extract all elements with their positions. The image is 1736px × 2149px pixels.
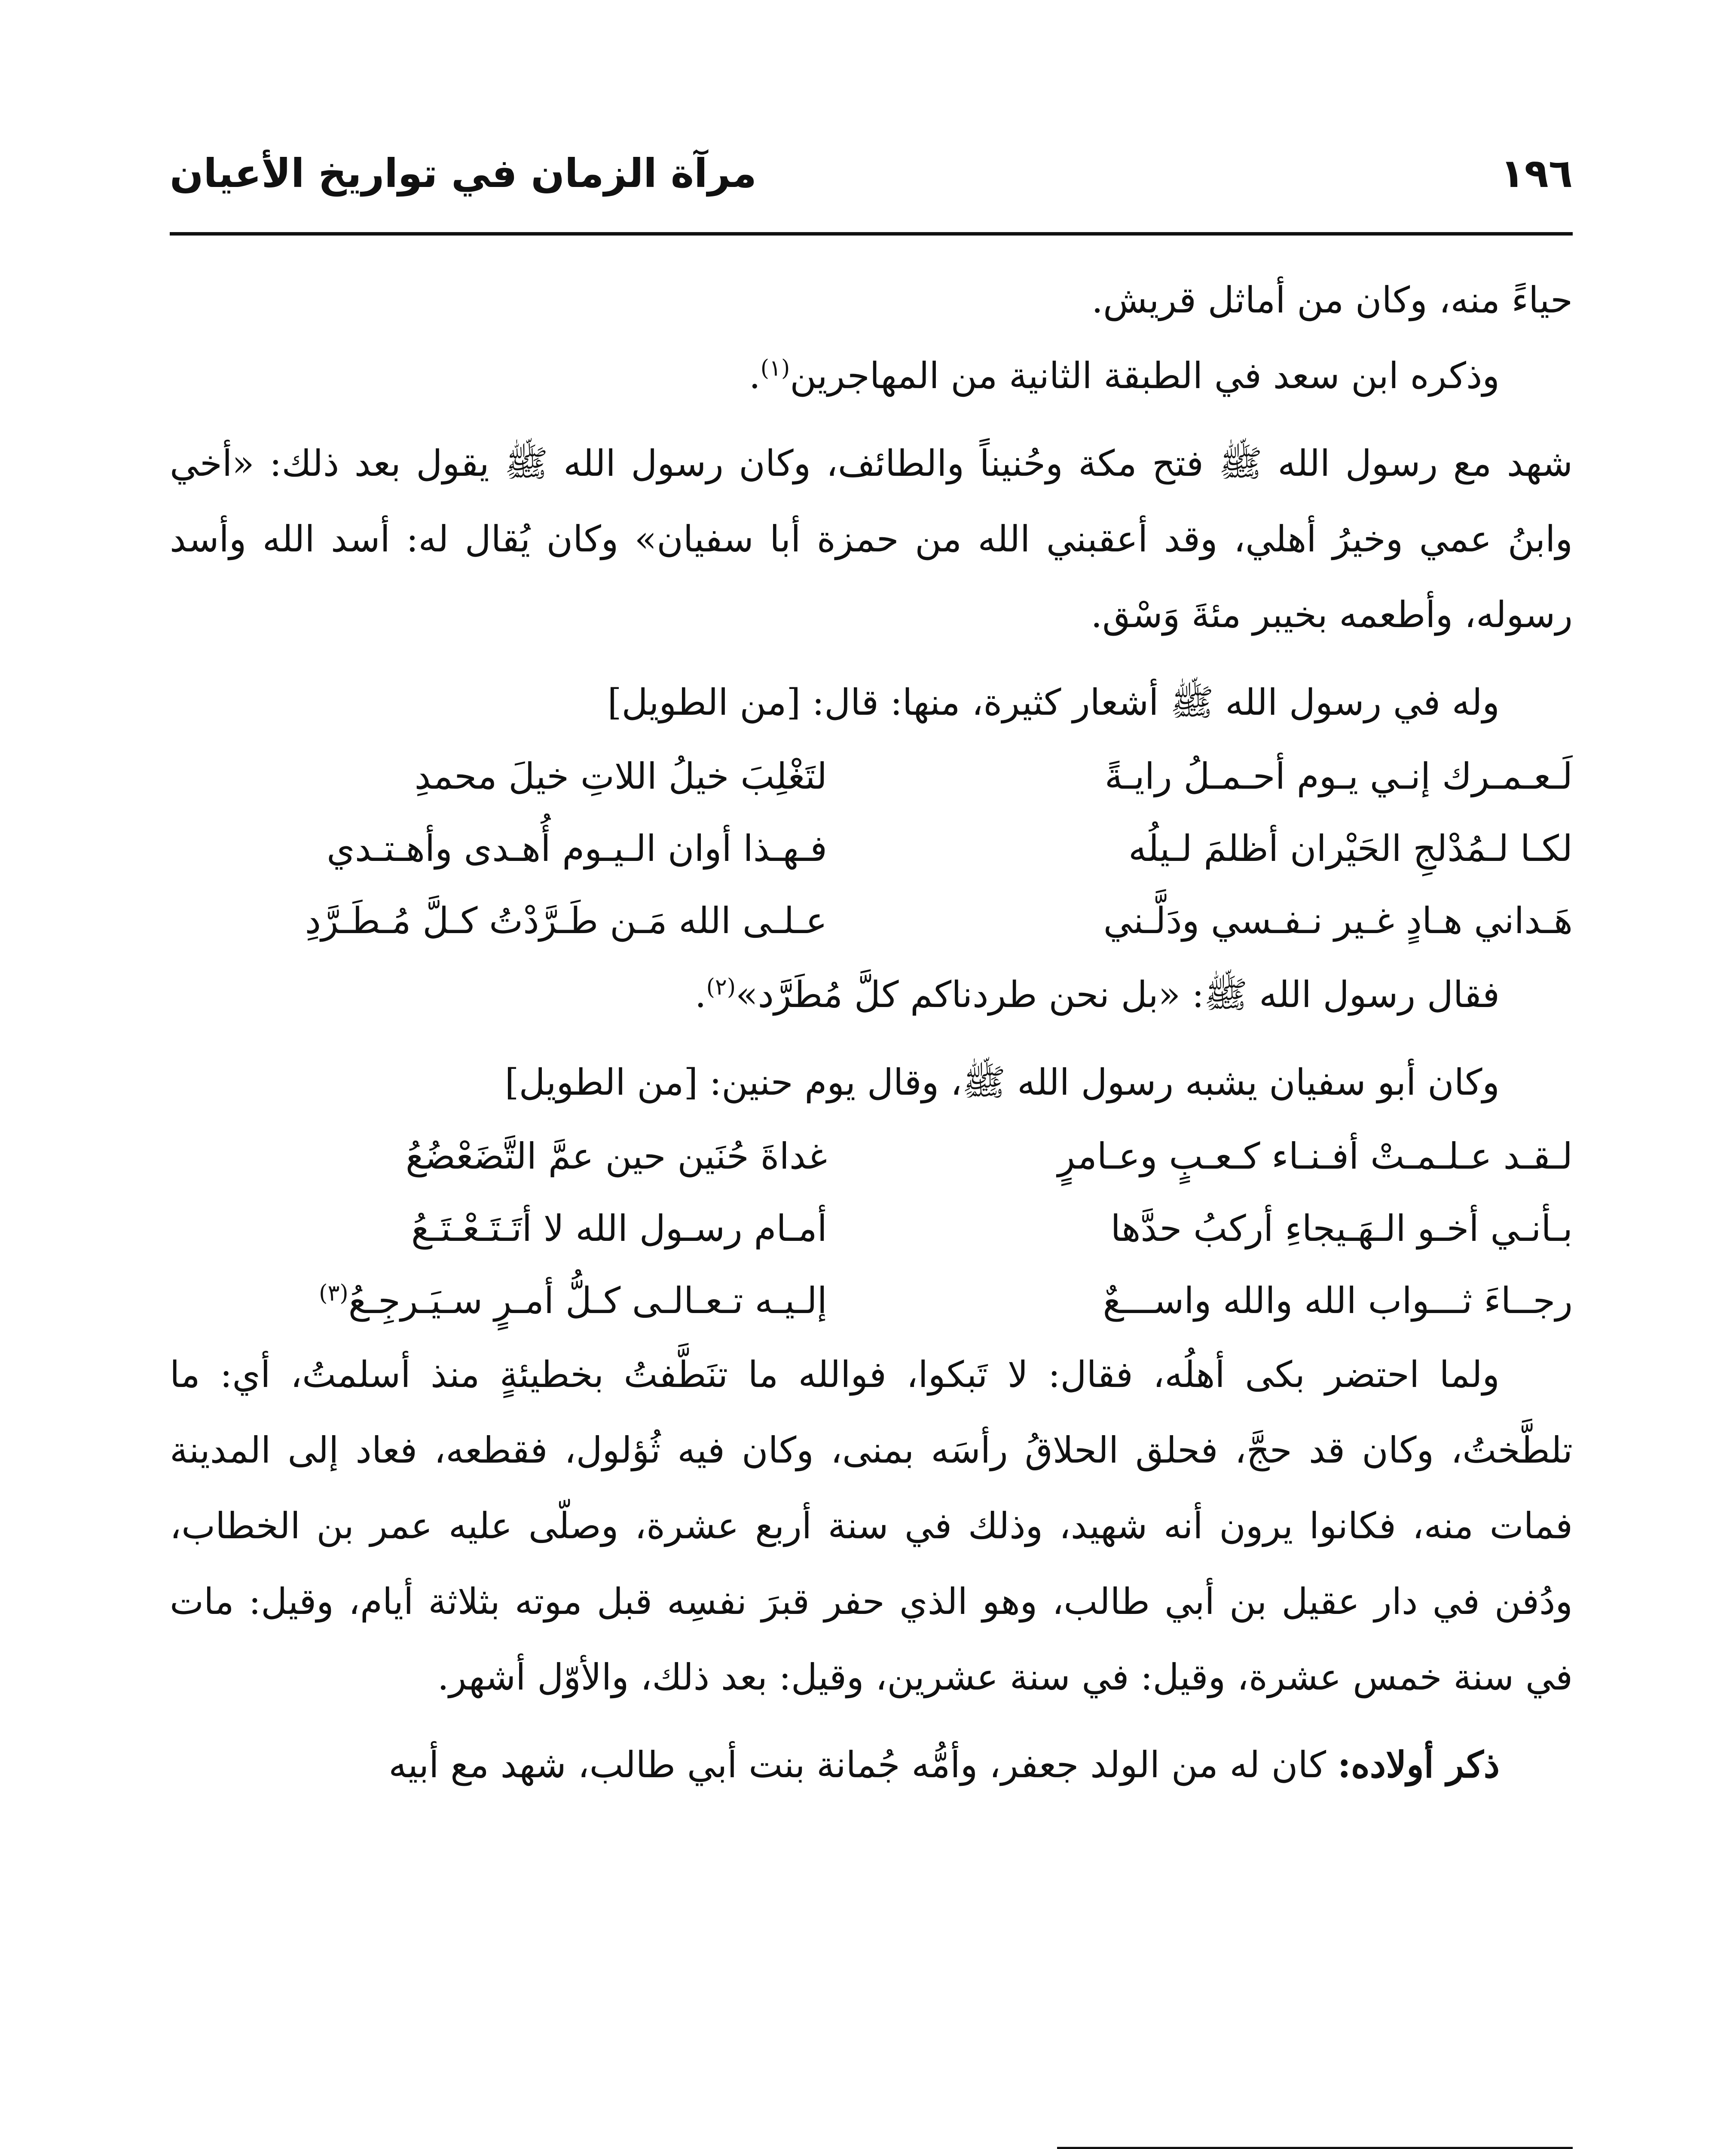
paragraph-5-text: فقال رسول الله ﷺ: «بل نحن طردناكم كلَّ مُطَرَّد» — [736, 973, 1500, 1016]
paragraph-3: شهد مع رسول الله ﷺ فتح مكة وحُنيناً والطائف، وكان رسول الله ﷺ يقول بعد ذلك: «أخي وابنُ عمي وخيرُ أهلي، وقد أعقبني الله من حمزة أبا سفيان» وكان يُقال له: أسد الله وأسد رسوله، وأطعمه بخيبر مئةَ وَسْق. — [170, 442, 1573, 636]
paragraph-6: وكان أبو سفيان يشبه رسول الله ﷺ، وقال يوم حنين: [من الطويل] — [504, 1061, 1500, 1103]
verse-second-hemistich: لتَغْلِبَ خيلُ اللاتِ خيلَ محمدِ — [414, 755, 827, 797]
page-header — [170, 146, 1573, 211]
verse-second-hemistich-text: إلـيـه تـعـالـى كـلُّ أمـرٍ سـيَـرجِـعُ — [348, 1280, 827, 1322]
verse — [170, 812, 1573, 885]
verse-second-hemistich: فـهـذا أوان الـيـوم أُهـدى وأهـتـدي — [327, 827, 827, 869]
poem-1 — [170, 740, 1573, 957]
paragraph-2 — [170, 338, 1573, 413]
verse — [170, 1264, 1573, 1337]
paragraph-5-end: . — [694, 973, 706, 1016]
verse-second-hemistich: غداةَ حُنَين حين عمَّ التَّضَعْضُعُ — [405, 1135, 827, 1177]
poem-2 — [170, 1120, 1573, 1337]
verse-first-hemistich: رجــاءَ ثـــواب الله والله واســـعٌ — [1103, 1280, 1573, 1322]
verse-first-hemistich: لـقـد عـلـمـتْ أفـنـاء كـعـبٍ وعـامرٍ — [1057, 1135, 1573, 1177]
footnote-ref-1: (١) — [760, 355, 790, 381]
paragraph-4: وله في رسول الله ﷺ أشعار كثيرة، منها: قال: [من الطويل] — [607, 681, 1500, 723]
verse-second-hemistich: أمـام رسـول الله لا أتَـتَـعْـتَـعُ — [411, 1207, 827, 1249]
paragraph-2-end: . — [749, 355, 761, 397]
verse — [170, 1192, 1573, 1264]
footnote-rule — [1057, 2147, 1573, 2149]
verse — [170, 740, 1573, 812]
paragraph-7: ولما احتضر بكى أهلُه، فقال: لا تَبكوا، فوالله ما تنَطَّفتُ بخطيئةٍ منذ أسلمتُ، أي: ما تلطَّختُ، وكان قد حجَّ، فحلق الحلاقُ رأسَه بمنى، وكان فيه ثُؤلول، فقطعه، فعاد إلى المدينة فمات منه، فكانوا يرون أنه شهيد، وذلك في سنة أربع عشرة، وصلّى عليه عمر بن الخطاب، ودُفن في دار عقيل بن أبي طالب، وهو الذي حفر قبرَ نفسِه قبل موته بثلاثة أيام، وقيل: مات في سنة خمس عشرة، وقيل: في سنة عشرين، وقيل: بعد ذلك، والأوّل أشهر. — [170, 1353, 1573, 1698]
verse-second-hemistich — [170, 1264, 827, 1337]
header-rule — [170, 232, 1573, 236]
verse — [170, 885, 1573, 957]
paragraph-5 — [170, 957, 1573, 1032]
paragraph-2-text: وذكره ابن سعد في الطبقة الثانية من المهاجرين — [790, 355, 1500, 397]
verse-first-hemistich: لكـا لـمُدْلجِ الحَيْران أظلمَ لـيلُه — [1128, 827, 1573, 869]
verse-first-hemistich: لَـعـمـرك إنـي يـوم أحـمـلُ رايـةً — [1104, 755, 1573, 797]
main-text — [170, 262, 1573, 1803]
page-number: ١٩٦ — [1500, 150, 1573, 196]
paragraph-8 — [170, 1727, 1573, 1803]
verse-first-hemistich: هَـداني هـادٍ غـير نـفـسي ودَلَّـني — [1103, 900, 1573, 942]
verse-first-hemistich: بـأنـي أخـو الـهَـيجاءِ أركبُ حدَّها — [1110, 1207, 1573, 1249]
running-title: مرآة الزمان في تواريخ الأعيان — [170, 150, 757, 196]
footnote-ref-2: (٢) — [706, 974, 736, 1000]
section-label: ذكر أولاده: — [1337, 1743, 1500, 1786]
footnote-ref-3: (٣) — [319, 1280, 348, 1306]
verse-second-hemistich: عـلـى الله مَـن طَـرَّدْتُ كـلَّ مُـطَـرَّدِ — [305, 900, 827, 942]
verse — [170, 1120, 1573, 1192]
paragraph-1: حياءً منه، وكان من أماثل قريش. — [1091, 279, 1573, 321]
paragraph-8-text: كان له من الولد جعفر، وأمُّه جُمانة بنت أبي طالب، شهد مع أبيه — [388, 1744, 1338, 1786]
